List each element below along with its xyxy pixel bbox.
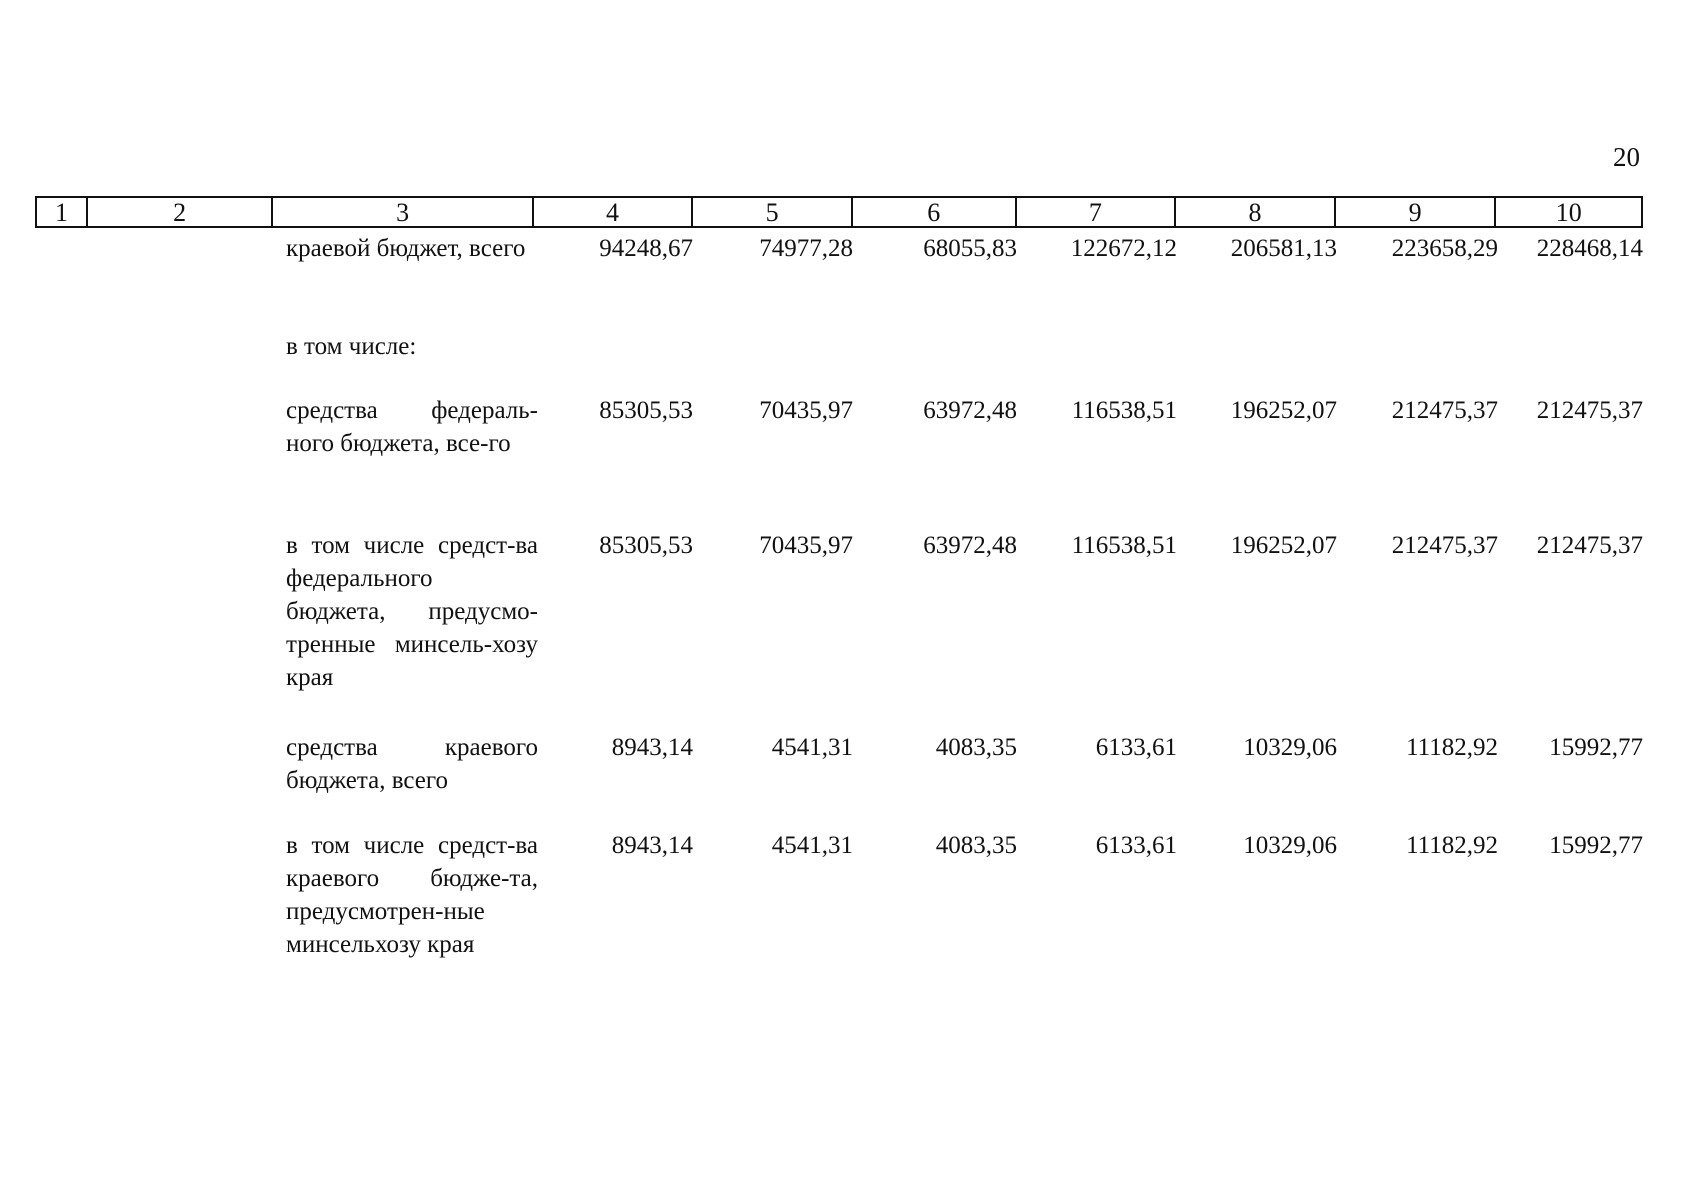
- value-cell: 212475,37: [1536, 397, 1643, 424]
- value-cell: 196252,07: [1230, 532, 1337, 559]
- value-cell: 63972,48: [923, 397, 1017, 424]
- value-cell: 15992,77: [1549, 832, 1643, 859]
- header-cell: 6: [853, 198, 1017, 226]
- value-cell: 228468,14: [1536, 235, 1643, 262]
- value-cell: 223658,29: [1391, 235, 1498, 262]
- value-cell: 10329,06: [1243, 832, 1337, 859]
- value-cell: 4541,31: [771, 832, 853, 859]
- row-label: средства краевого бюджета, всего: [286, 734, 538, 794]
- header-cell: 5: [693, 198, 853, 226]
- value-cell: 212475,37: [1536, 532, 1643, 559]
- value-cell: 8943,14: [611, 734, 693, 761]
- value-cell: 116538,51: [1071, 532, 1177, 559]
- row-label: средства федераль-ного бюджета, все-го: [286, 397, 538, 457]
- row-label: в том числе средст-ва федерального бюджета, предусмо-тренные минсель-хозу края: [286, 532, 538, 691]
- value-cell: 212475,37: [1391, 397, 1498, 424]
- value-cell: 63972,48: [923, 532, 1017, 559]
- value-cell: 15992,77: [1549, 734, 1643, 761]
- value-cell: 74977,28: [759, 235, 853, 262]
- value-cell: 11182,92: [1406, 734, 1498, 761]
- value-cell: 11182,92: [1406, 832, 1498, 859]
- header-cell: 9: [1336, 198, 1497, 226]
- page-number: 20: [1613, 142, 1640, 172]
- row-label: в том числе средст-ва краевого бюдже-та, предусмотрен-ные минсельхозу края: [286, 832, 538, 958]
- value-cell: 122672,12: [1070, 235, 1177, 262]
- value-cell: 196252,07: [1230, 397, 1337, 424]
- value-cell: 206581,13: [1230, 235, 1337, 262]
- table-header-row: [35, 196, 1643, 228]
- value-cell: 85305,53: [599, 532, 693, 559]
- header-cell: 2: [88, 198, 274, 226]
- value-cell: 212475,37: [1391, 532, 1498, 559]
- value-cell: 70435,97: [759, 397, 853, 424]
- row-label: в том числе:: [286, 333, 417, 360]
- header-cell: 10: [1555, 198, 1582, 227]
- value-cell: 4083,35: [935, 734, 1017, 761]
- value-cell: 94248,67: [599, 235, 693, 262]
- header-cell: 7: [1017, 198, 1177, 226]
- value-cell: 68055,83: [923, 235, 1017, 262]
- value-cell: 85305,53: [599, 397, 693, 424]
- header-cell: 1: [37, 198, 88, 226]
- row-label: краевой бюджет, всего: [286, 235, 526, 262]
- value-cell: 70435,97: [759, 532, 853, 559]
- value-cell: 116538,51: [1071, 397, 1177, 424]
- value-cell: 6133,61: [1095, 734, 1177, 761]
- header-cell: 4: [534, 198, 694, 226]
- value-cell: 4541,31: [771, 734, 853, 761]
- value-cell: 10329,06: [1243, 734, 1337, 761]
- header-cell: 8: [1176, 198, 1336, 226]
- value-cell: 6133,61: [1095, 832, 1177, 859]
- value-cell: 4083,35: [935, 832, 1017, 859]
- header-cell: 3: [273, 198, 533, 226]
- value-cell: 8943,14: [611, 832, 693, 859]
